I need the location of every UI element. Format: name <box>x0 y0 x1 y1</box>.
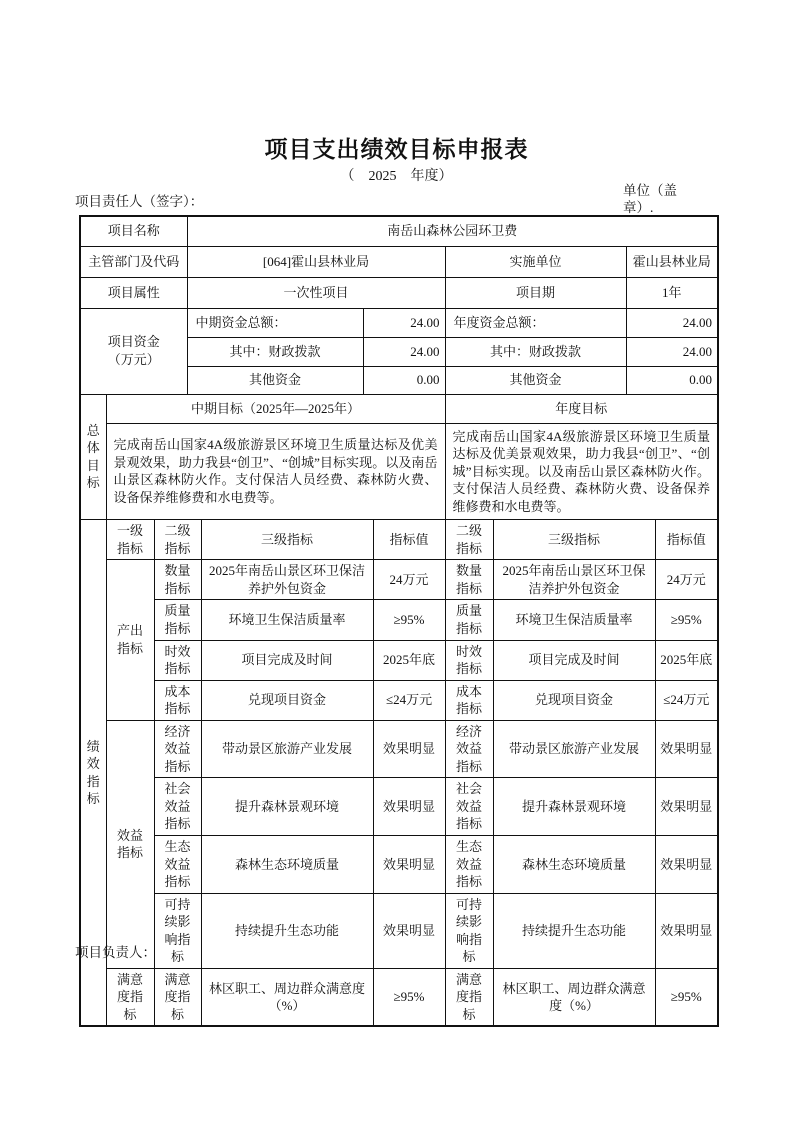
project-name-label: 项目名称 <box>80 216 187 246</box>
ecological-benefit-desc: 森林生态环境质量 <box>201 835 373 893</box>
mid-total-value: 24.00 <box>363 308 445 337</box>
table-row <box>80 893 718 968</box>
performance-target-table <box>79 215 719 1027</box>
attribute-value: 一次性项目 <box>187 277 445 308</box>
output-indicator-label: 产出指标 <box>106 560 154 720</box>
timeliness-indicator-desc: 项目完成及时间 <box>201 640 373 680</box>
project-name-value: 南岳山森林公园环卫费 <box>187 216 718 246</box>
table-row <box>80 216 718 246</box>
attribute-label: 项目属性 <box>80 277 187 308</box>
value-header: 指标值 <box>373 520 445 560</box>
ecological-benefit-desc-right: 森林生态环境质量 <box>493 835 655 893</box>
overall-goal-label: 总体目标 <box>80 394 106 520</box>
table-row <box>80 680 718 720</box>
table-row <box>80 308 718 337</box>
funds-label-line2: （万元） <box>107 352 160 367</box>
year-other-value: 0.00 <box>626 366 718 394</box>
impl-unit-value: 霍山县林业局 <box>626 246 718 277</box>
social-benefit-value: 效果明显 <box>373 778 445 836</box>
social-benefit-label-right: 社会效益指标 <box>445 778 493 836</box>
performance-indicator-label: 绩效指标 <box>80 520 106 1027</box>
year-total-value: 24.00 <box>626 308 718 337</box>
year-goal-header: 年度目标 <box>445 394 718 423</box>
sustain-impact-label-right: 可持续影响指标 <box>445 893 493 968</box>
page-title: 项目支出绩效目标申报表 <box>264 137 529 162</box>
economic-benefit-label: 经济效益指标 <box>154 720 201 778</box>
mid-goal-text: 完成南岳山国家4A级旅游景区环境卫生质量达标及优美景观效果，助力我县“创卫”、“创城”目标实现。以及南岳山景区森林防火作。支付保洁人员经费、森林防火费、设备保养维修费和水电费等。 <box>106 423 445 520</box>
table-row <box>80 600 718 640</box>
level3-header: 三级指标 <box>201 520 373 560</box>
table-row <box>80 277 718 308</box>
quantity-indicator-desc-right: 2025年南岳山景区环卫保洁养护外包资金 <box>493 560 655 600</box>
ecological-benefit-value: 效果明显 <box>373 835 445 893</box>
impl-unit-label: 实施单位 <box>445 246 626 277</box>
table-row <box>80 560 718 600</box>
table-row <box>80 835 718 893</box>
timeliness-indicator-desc-right: 项目完成及时间 <box>493 640 655 680</box>
sustain-impact-value-right: 效果明显 <box>655 893 718 968</box>
year-other-label: 其他资金 <box>445 366 626 394</box>
satisfaction-value: ≥95% <box>373 968 445 1026</box>
timeliness-indicator-value: 2025年底 <box>373 640 445 680</box>
year-fiscal-value: 24.00 <box>626 337 718 366</box>
economic-benefit-value-right: 效果明显 <box>655 720 718 778</box>
funds-label <box>80 308 187 394</box>
satisfaction-l2-label: 满意度指标 <box>154 968 201 1026</box>
timeliness-indicator-label: 时效指标 <box>154 640 201 680</box>
sustain-impact-desc-right: 持续提升生态功能 <box>493 893 655 968</box>
table-row <box>80 423 718 520</box>
quality-indicator-desc: 环境卫生保洁质量率 <box>201 600 373 640</box>
year-fiscal-label: 其中：财政拨款 <box>445 337 626 366</box>
ecological-benefit-value-right: 效果明显 <box>655 835 718 893</box>
mid-goal-header: 中期目标（2025年—2025年） <box>106 394 445 423</box>
social-benefit-desc-right: 提升森林景观环境 <box>493 778 655 836</box>
responsible-signature-label: 项目责任人（签字）： <box>75 194 204 209</box>
ecological-benefit-label-right: 生态效益指标 <box>445 835 493 893</box>
sustain-impact-label: 可持续影响指标 <box>154 893 201 968</box>
quality-indicator-value-right: ≥95% <box>655 600 718 640</box>
quantity-indicator-value-right: 24万元 <box>655 560 718 600</box>
quality-indicator-label-right: 质量指标 <box>445 600 493 640</box>
cost-indicator-desc-right: 兑现项目资金 <box>493 680 655 720</box>
table-row <box>80 640 718 680</box>
satisfaction-value-right: ≥95% <box>655 968 718 1026</box>
year-goal-text: 完成南岳山国家4A级旅游景区环境卫生质量达标及优美景观效果，助力我县“创卫”、“创城”目标实现。以及南岳山景区森林防火作。支付保洁人员经费、森林防火费、设备保养维修费和水电费等。 <box>445 423 718 520</box>
mid-other-label: 其他资金 <box>187 366 363 394</box>
quality-indicator-label: 质量指标 <box>154 600 201 640</box>
cost-indicator-desc: 兑现项目资金 <box>201 680 373 720</box>
cost-indicator-label-right: 成本指标 <box>445 680 493 720</box>
satisfaction-desc-right: 林区职工、周边群众满意度（%） <box>493 968 655 1026</box>
timeliness-indicator-label-right: 时效指标 <box>445 640 493 680</box>
quantity-indicator-label-right: 数量指标 <box>445 560 493 600</box>
sustain-impact-desc: 持续提升生态功能 <box>201 893 373 968</box>
mid-fiscal-label: 其中：财政拨款 <box>187 337 363 366</box>
quantity-indicator-desc: 2025年南岳山景区环卫保洁养护外包资金 <box>201 560 373 600</box>
mid-total-label: 中期资金总额： <box>187 308 363 337</box>
economic-benefit-label-right: 经济效益指标 <box>445 720 493 778</box>
dept-value: [064]霍山县林业局 <box>187 246 445 277</box>
cost-indicator-label: 成本指标 <box>154 680 201 720</box>
sustain-impact-value: 效果明显 <box>373 893 445 968</box>
economic-benefit-value: 效果明显 <box>373 720 445 778</box>
period-label: 项目期 <box>445 277 626 308</box>
level2-header-right: 二级指标 <box>445 520 493 560</box>
social-benefit-value-right: 效果明显 <box>655 778 718 836</box>
cost-indicator-value: ≤24万元 <box>373 680 445 720</box>
quantity-indicator-value: 24万元 <box>373 560 445 600</box>
mid-fiscal-value: 24.00 <box>363 337 445 366</box>
table-row <box>80 968 718 1026</box>
project-leader-label: 项目负责人： <box>75 945 156 960</box>
dept-label: 主管部门及代码 <box>80 246 187 277</box>
quantity-indicator-label: 数量指标 <box>154 560 201 600</box>
table-row <box>80 778 718 836</box>
mid-other-value: 0.00 <box>363 366 445 394</box>
table-row <box>80 246 718 277</box>
level3-header-right: 三级指标 <box>493 520 655 560</box>
economic-benefit-desc-right: 带动景区旅游产业发展 <box>493 720 655 778</box>
social-benefit-desc: 提升森林景观环境 <box>201 778 373 836</box>
cost-indicator-value-right: ≤24万元 <box>655 680 718 720</box>
table-row <box>80 520 718 560</box>
level2-header: 二级指标 <box>154 520 201 560</box>
benefit-indicator-label: 效益指标 <box>106 720 154 968</box>
funds-label-line1: 项目资金 <box>107 334 160 350</box>
satisfaction-l2-label-right: 满意度指标 <box>445 968 493 1026</box>
quality-indicator-value: ≥95% <box>373 600 445 640</box>
quality-indicator-desc-right: 环境卫生保洁质量率 <box>493 600 655 640</box>
period-value: 1年 <box>626 277 718 308</box>
social-benefit-label: 社会效益指标 <box>154 778 201 836</box>
year-total-label: 年度资金总额： <box>445 308 626 337</box>
timeliness-indicator-value-right: 2025年底 <box>655 640 718 680</box>
table-row <box>80 394 718 423</box>
satisfaction-indicator-label: 满意度指标 <box>106 968 154 1026</box>
year-subtitle: （ 2025 年度） <box>340 169 453 184</box>
ecological-benefit-label: 生态效益指标 <box>154 835 201 893</box>
economic-benefit-desc: 带动景区旅游产业发展 <box>201 720 373 778</box>
unit-seal-label: 单位（盖章）. <box>623 183 677 215</box>
level1-header: 一级指标 <box>106 520 154 560</box>
value-header-right: 指标值 <box>655 520 718 560</box>
table-row <box>80 720 718 778</box>
satisfaction-desc: 林区职工、周边群众满意度（%） <box>201 968 373 1026</box>
